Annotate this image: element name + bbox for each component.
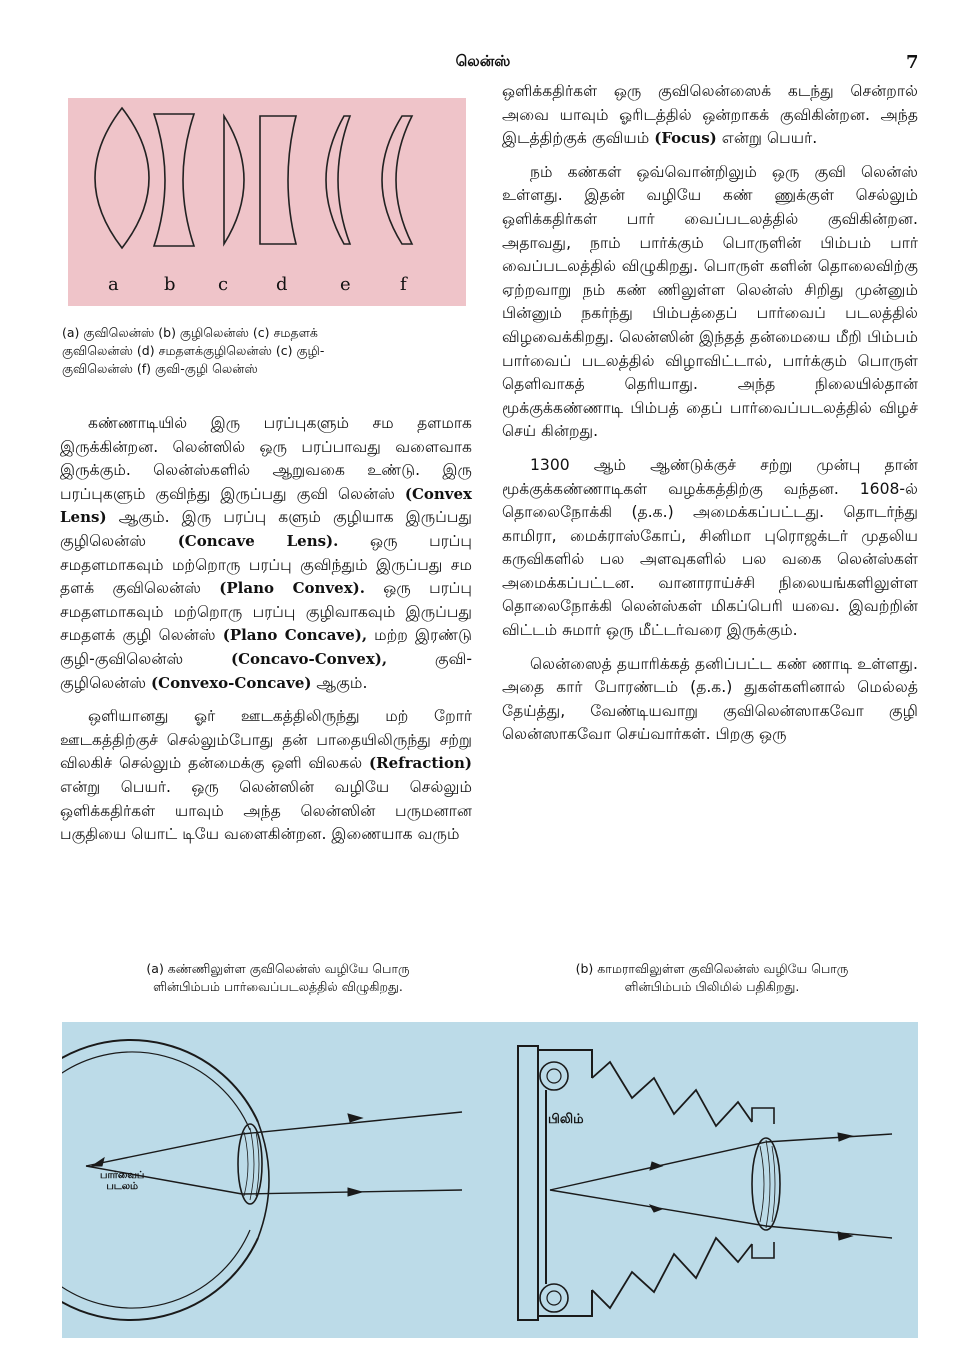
term-focus: (Focus) — [654, 129, 717, 148]
lens-b-shape — [154, 114, 194, 246]
lens-d-shape — [260, 116, 296, 244]
text-run: ஆகும். — [311, 673, 368, 692]
right-column — [502, 80, 918, 757]
text-run: என்று பெயர். ஒரு லென்ஸின் வழியே செல்லும் ஒளிக்கதிர்கள் யாவும் அந்த லென்ஸின் பருமனான பகுதியை யொட் டியே வளைகின்றன. இணையாக வரும் — [60, 777, 472, 844]
retina-label-line: பார்வைப் — [100, 1170, 145, 1181]
term-convex-lens: (Convex Lens) — [60, 484, 472, 527]
eye-camera-diagram — [62, 1022, 918, 1338]
lens-types-figure — [68, 98, 466, 306]
camera-ray — [766, 1134, 892, 1142]
eyeball-outline — [62, 1040, 258, 1320]
film-spool-bottom — [540, 1284, 568, 1312]
eye-lens — [238, 1124, 262, 1204]
lens-a-shape — [95, 108, 149, 248]
text-run: என்று பெயர். — [716, 129, 818, 148]
term-refraction: (Refraction) — [369, 754, 472, 773]
paragraph-eye-lens: நம் கண்கள் ஒவ்வொன்றிலும் ஒரு குவி லென்ஸ் உள்ளது. இதன் வழியே கண் ணுக்குள் செல்லும் ஒளிக்கதிர்கள் பார் வைப்படலத்தில் குவிகின்றன. அதாவது, நாம் பார்க்கும் பொருளின் பிம்பம் பார் வைப்படலத்தில் விழுகிறது. பொருள் களின் தொலைவிற்கு ஏற்றவாறு நம் கண் ணிலுள்ள லென்ஸ் சிறிது முன்னும் பின்னும் நகர்ந்து பிம்பத்தைப் பார்வைப் படலத்தில் விழவைக்கிறது. லென்ஸின் இந்தத் தன்மையை மீறி பிம்பம் பார்வைப் படலத்தில் விழாவிட்டால், பார்க்கும் பொருள் தெளிவாகத் தெரியாது. அந்த நிலையில்தான் மூக்குக்கண்ணாடி பிம்பத் தைப் பார்வைப்படலத்தில் விழச் செய் கின்றது. — [502, 162, 918, 441]
lens-label-f: f — [400, 274, 407, 295]
paragraph-lens-types — [60, 412, 472, 695]
text-run: ஒரு பரப்பு சமதளமாகவும் மற்றொரு பரப்பு குவிந்தும் இருப்பது சம தளக் குவிலென்ஸ் — [60, 531, 472, 598]
text-run: குவி-குழிலென்ஸ் — [60, 649, 472, 692]
term-plano-concave: (Plano Concave), — [222, 626, 368, 645]
term-convexo-concave: (Convexo-Concave) — [151, 673, 312, 692]
lens-label-d: d — [276, 274, 288, 295]
caption-line: (a) கண்ணிலுள்ள குவிலென்ஸ் வழியே பொரு — [146, 961, 410, 976]
lens-figure-caption — [62, 324, 472, 378]
lens-label-c: c — [218, 274, 229, 295]
film-label: பிலிம் — [548, 1112, 584, 1127]
film-spool-top — [540, 1062, 568, 1090]
term-concavo-convex: (Concavo-Convex), — [230, 649, 388, 668]
camera-body — [518, 1046, 538, 1320]
caption-line: ளின்பிம்பம் பிலிமில் பதிகிறது. — [624, 979, 800, 994]
caption-line: குவிலென்ஸ் (f) குவி-குழி லென்ஸ் — [62, 361, 258, 376]
eyeball-inner — [62, 1052, 250, 1308]
text-run: மற்ற இரண்டு குழி-குவிலென்ஸ் — [60, 626, 472, 668]
text-run: கண்ணாடியில் இரு பரப்புகளும் சம தளமாக இருக்கின்றன. லென்ஸில் ஒரு பரப்பாவது வளைவாக இருக்கும். லென்ஸ்களில் ஆறுவகை உண்டு. இரு பரப்புகளும் குவிந்து இருப்பது குவி லென்ஸ் — [60, 414, 472, 503]
lens-label-a: a — [108, 274, 119, 295]
eye-diagram-caption — [82, 960, 474, 996]
paragraph-focus — [502, 80, 918, 151]
caption-line: குவிலென்ஸ் (d) சமதளக்குழிலென்ஸ் (c) குழி- — [62, 343, 325, 358]
text-run: ஒரு பரப்பு சமதளமாகவும் மற்றொரு பரப்பு குழிவாகவும் இருப்பது சமதளக் குழி லென்ஸ் — [60, 579, 472, 645]
caption-line: (b) காமராவிலுள்ள குவிலென்ஸ் வழியே பொரு — [575, 961, 849, 976]
lens-e-shape — [326, 116, 350, 244]
bellows-bottom — [592, 1238, 752, 1308]
paragraph-manufacture: லென்ஸைத் தயாரிக்கத் தனிப்பட்ட கண் ணாடி உள்ளது. அதை கார் போரண்டம் (த.க.) துகள்களினால் மெல்லத் தேய்த்து, வேண்டியவாறு குவிலென்ஸாகவோ குழி லென்ஸாகவோ செய்வார்கள். பிறகு ஒரு — [502, 654, 918, 744]
caption-line: (a) குவிலென்ஸ் (b) குழிலென்ஸ் (c) சமதளக் — [62, 325, 318, 340]
term-concave-lens: (Concave Lens). — [177, 531, 339, 550]
lens-label-e: e — [340, 274, 351, 295]
camera-ray — [766, 1226, 892, 1238]
caption-line: ளின்பிம்பம் பார்வைப்படலத்தில் விழுகிறது. — [153, 979, 403, 994]
left-column — [60, 412, 472, 857]
paragraph-refraction — [60, 705, 472, 847]
retina-label — [100, 1170, 144, 1192]
camera-lens — [752, 1138, 780, 1230]
text-run: ஒளிக்கதிர்கள் ஒரு குவிலென்ஸைக் கடந்து சென்றால் அவை யாவும் ஓரிடத்தில் ஒன்றாகக் குவிகின்றன. அந்த இடத்திற்குக் குவியம் — [502, 82, 918, 148]
bellows-top — [592, 1062, 752, 1126]
optics-drawing — [62, 1022, 918, 1338]
paragraph-history: 1300 ஆம் ஆண்டுக்குச் சற்று முன்பு தான் மூக்குக்கண்ணாடிகள் வழக்கத்திற்கு வந்தன. 1608-ல் தொலைநோக்கி (த.க.) அமைக்கப்பட்டது. தொடர்ந்து காமிரா, மைக்ராஸ்கோப், சினிமா புரொஜக்டர் முதலிய கருவிகளில் பல அளவுகளில் பல வகை லென்ஸ்கள் அமைக்கப்பட்டன. வானாராய்ச்சி நிலையங்களிலுள்ள தொலைநோக்கி லென்ஸ்கள் மிகப்பெரி யவை. இவற்றின் விட்டம் சுமார் ஒரு மீட்டர்வரை இருக்கும். — [502, 455, 918, 640]
lens-f-shape — [382, 116, 412, 244]
text-run: ஆகும். இரு பரப்பு களும் குழியாக இருப்பது குழிலென்ஸ் — [60, 508, 472, 550]
retina-label-line: படலம் — [106, 1181, 139, 1192]
lens-label-b: b — [164, 274, 176, 295]
lens-c-shape — [224, 116, 244, 244]
page-number: 7 — [906, 52, 919, 73]
camera-diagram-caption — [512, 960, 912, 996]
running-title: லென்ஸ் — [455, 52, 511, 70]
term-plano-convex: (Plano Convex). — [219, 579, 365, 598]
text-run: ஒளியானது ஓர் ஊடகத்திலிருந்து மற் றோர் ஊடகத்திற்குச் செல்லும்போது தன் பாதையிலிருந்து சற்று விலகிச் செல்லும் தன்மைக்கு ஒளி விலகல் — [60, 707, 472, 773]
